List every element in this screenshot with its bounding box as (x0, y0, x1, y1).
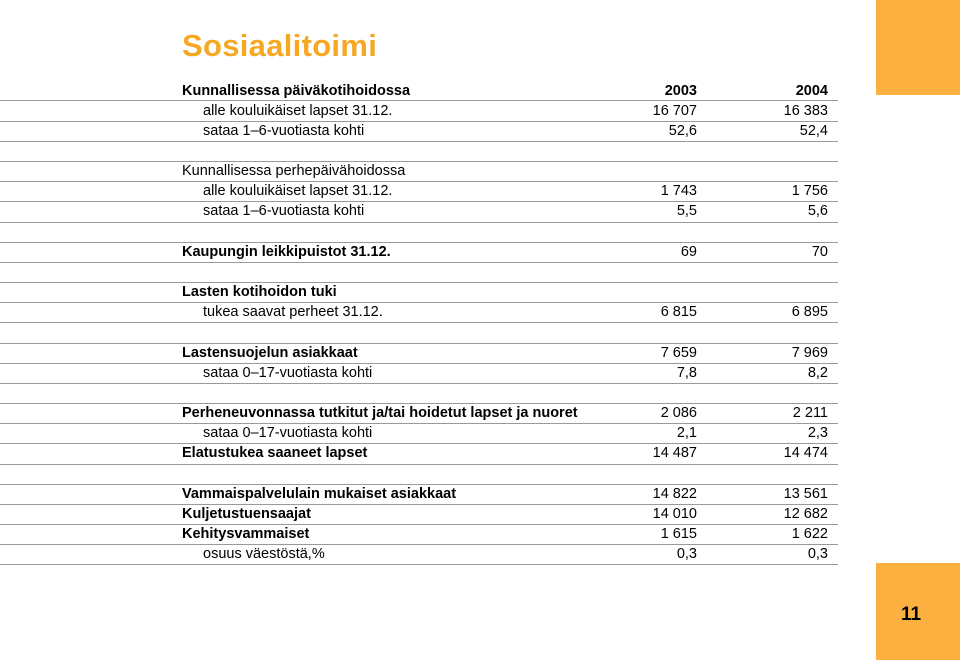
table-row (0, 302, 860, 322)
row-divider (0, 423, 838, 424)
table-row (0, 484, 860, 504)
table-row (0, 161, 860, 181)
value-2004: 5,6 (807, 203, 828, 219)
row-label: alle kouluikäiset lapset 31.12. (203, 103, 393, 119)
row-divider (0, 504, 838, 505)
header-year-2003: 2003 (664, 83, 697, 99)
row-divider (0, 363, 838, 364)
table-row (0, 544, 860, 564)
row-divider (0, 343, 838, 344)
row-divider (0, 383, 838, 384)
row-divider (0, 282, 838, 283)
value-2003: 69 (680, 244, 697, 260)
row-label: Vammaispalvelulain mukaiset asiakkaat (182, 486, 457, 502)
value-2003: 16 707 (652, 103, 697, 119)
table-header-row (0, 81, 860, 101)
row-divider (0, 403, 838, 404)
table-row (0, 524, 860, 544)
row-label: sataa 1–6-vuotiasta kohti (203, 123, 365, 139)
table-row (0, 101, 860, 121)
table-row (0, 242, 860, 262)
value-2003: 1 615 (660, 526, 697, 542)
row-divider (0, 484, 838, 485)
table-row (0, 363, 860, 383)
row-label: tukea saavat perheet 31.12. (203, 304, 383, 320)
row-label: Kaupungin leikkipuistot 31.12. (182, 244, 391, 260)
value-2003: 14 010 (652, 506, 697, 522)
value-2004: 1 756 (791, 183, 828, 199)
value-2004: 2 211 (792, 405, 828, 421)
value-2004: 13 561 (783, 486, 828, 502)
table-row (0, 443, 860, 463)
value-2003: 52,6 (668, 123, 697, 139)
row-divider (0, 242, 838, 243)
row-divider (0, 544, 838, 545)
corner-accent-top (876, 0, 960, 95)
row-divider (0, 262, 838, 263)
header-year-2004: 2004 (795, 83, 828, 99)
row-label: Kunnallisessa perhepäivähoidossa (182, 163, 406, 179)
table-row (0, 403, 860, 423)
value-2003: 5,5 (676, 203, 697, 219)
value-2003: 0,3 (676, 546, 697, 562)
table-row (0, 282, 860, 302)
row-label: sataa 0–17-vuotiasta kohti (203, 425, 373, 441)
row-divider (0, 564, 838, 565)
value-2003: 14 822 (652, 486, 697, 502)
value-2004: 6 895 (791, 304, 828, 320)
row-divider (0, 443, 838, 444)
row-label: Lastensuojelun asiakkaat (182, 345, 358, 361)
value-2004: 8,2 (807, 365, 828, 381)
value-2003: 6 815 (660, 304, 697, 320)
row-divider (0, 201, 838, 202)
table-row (0, 121, 860, 141)
value-2004: 14 474 (783, 445, 828, 461)
table-row (0, 343, 860, 363)
value-2004: 7 969 (791, 345, 828, 361)
row-label: sataa 0–17-vuotiasta kohti (203, 365, 373, 381)
row-label: Kehitysvammaiset (182, 526, 310, 542)
value-2003: 7,8 (676, 365, 697, 381)
value-2003: 7 659 (660, 345, 697, 361)
row-divider (0, 121, 838, 122)
row-label: Kuljetustuensaajat (182, 506, 311, 522)
row-divider (0, 464, 838, 465)
value-2003: 2,1 (676, 425, 697, 441)
row-label: alle kouluikäiset lapset 31.12. (203, 183, 393, 199)
value-2004: 12 682 (783, 506, 828, 522)
value-2003: 1 743 (660, 183, 697, 199)
page-title: Sosiaalitoimi (182, 28, 378, 63)
row-divider (0, 302, 838, 303)
row-label: osuus väestöstä,% (203, 546, 325, 562)
row-label: Elatustukea saaneet lapset (182, 445, 368, 461)
row-divider (0, 524, 838, 525)
value-2003: 14 487 (652, 445, 697, 461)
value-2004: 1 622 (791, 526, 828, 542)
row-divider (0, 100, 838, 101)
row-divider (0, 141, 838, 142)
value-2003: 2 086 (660, 405, 697, 421)
row-label: sataa 1–6-vuotiasta kohti (203, 203, 365, 219)
row-divider (0, 222, 838, 223)
row-label: Perheneuvonnassa tutkitut ja/tai hoidetut lapset ja nuoret (182, 405, 578, 421)
value-2004: 70 (811, 244, 828, 260)
table-row (0, 201, 860, 221)
page-number: 11 (900, 604, 922, 625)
value-2004: 0,3 (807, 546, 828, 562)
table-row (0, 181, 860, 201)
value-2004: 2,3 (807, 425, 828, 441)
table-row (0, 504, 860, 524)
header-label: Kunnallisessa päiväkotihoidossa (182, 83, 411, 99)
row-label: Lasten kotihoidon tuki (182, 284, 337, 300)
row-divider (0, 181, 838, 182)
row-divider (0, 322, 838, 323)
table-row (0, 423, 860, 443)
value-2004: 16 383 (783, 103, 828, 119)
value-2004: 52,4 (799, 123, 828, 139)
row-divider (0, 161, 838, 162)
